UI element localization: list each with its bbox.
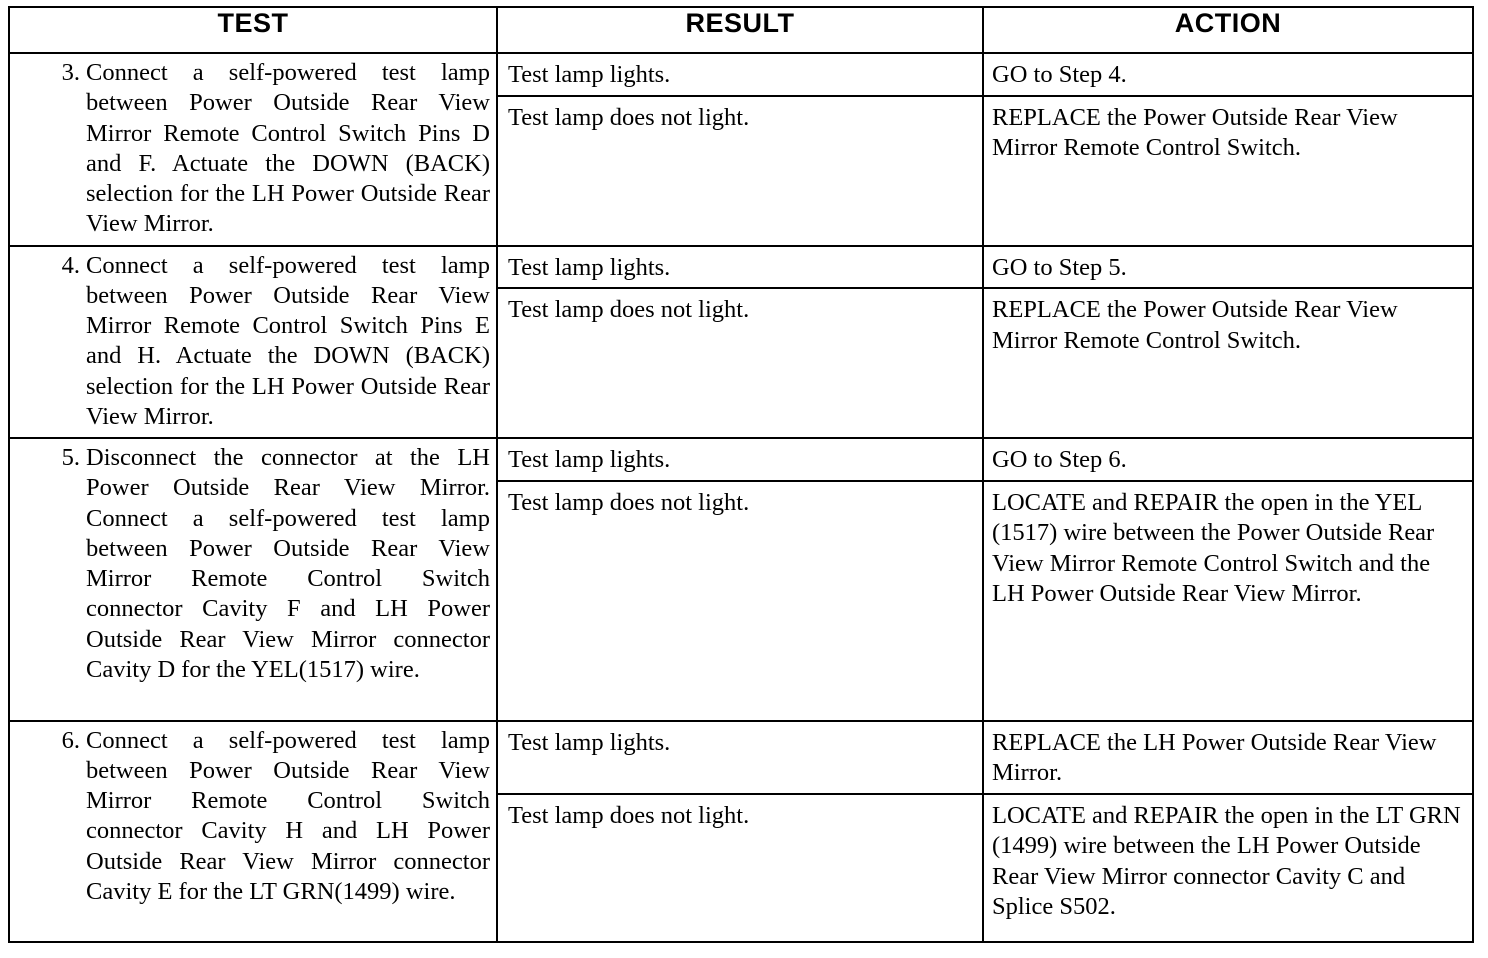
header-row (9, 7, 1473, 53)
result-cell: Test lamp lights. (497, 53, 983, 96)
action-cell: GO to Step 6. (983, 438, 1473, 481)
header-result: RESULT (497, 7, 983, 53)
table-row (9, 721, 1473, 794)
result-cell: Test lamp lights. (497, 438, 983, 481)
result-cell: Test lamp lights. (497, 246, 983, 289)
action-cell: LOCATE and REPAIR the open in the YEL (1517) wire between the Power Outside Rear View Mirror Remote Control Switch and the LH Power Outside Rear View Mirror. (983, 481, 1473, 721)
step-test-text: Connect a self-powered test lamp between Power Outside Rear View Mirror Remote Control Switch Pins D and F. Actuate the DOWN (BACK) selection for the LH Power Outside Rear View Mirror. (86, 59, 490, 238)
step-number: 6. (61, 726, 80, 754)
step-number: 5. (61, 444, 80, 471)
table-row (9, 438, 1473, 481)
step-test-text: Connect a self-powered test lamp between Power Outside Rear View Mirror Remote Control Switch Pins E and H. Actuate the DOWN (BACK) selection for the LH Power Outside Rear View Mirror. (86, 251, 490, 430)
action-cell: GO to Step 5. (983, 246, 1473, 289)
action-cell: REPLACE the LH Power Outside Rear View Mirror. (983, 721, 1473, 794)
test-cell-step-5 (9, 438, 497, 721)
step-test-text: Connect a self-powered test lamp between Power Outside Rear View Mirror Remote Control Switch connector Cavity H and LH Power Outside Rear View Mirror connector Cavity E for the LT GRN(1499) wire. (86, 726, 490, 905)
table-row (9, 246, 1473, 289)
test-cell-step-6 (9, 721, 497, 942)
result-cell: Test lamp does not light. (497, 481, 983, 721)
result-cell: Test lamp does not light. (497, 96, 983, 246)
step-test-text: Disconnect the connector at the LH Power Outside Rear View Mirror. Connect a self-powered test lamp between Power Outside Rear View Mirror Remote Control Switch connector Cavity F and LH Power Outside Rear View Mirror connector Cavity D for the YEL(1517) wire. (86, 444, 490, 684)
action-cell: REPLACE the Power Outside Rear View Mirror Remote Control Switch. (983, 96, 1473, 246)
step-number: 4. (61, 251, 80, 279)
action-cell: REPLACE the Power Outside Rear View Mirror Remote Control Switch. (983, 288, 1473, 438)
action-cell: LOCATE and REPAIR the open in the LT GRN (1499) wire between the LH Power Outside Rear View Mirror connector Cavity C and Splice S502. (983, 794, 1473, 942)
test-cell-step-3 (9, 53, 497, 246)
result-cell: Test lamp lights. (497, 721, 983, 794)
header-action: ACTION (983, 7, 1473, 53)
result-cell: Test lamp does not light. (497, 288, 983, 438)
test-cell-step-4 (9, 246, 497, 439)
result-cell: Test lamp does not light. (497, 794, 983, 942)
diagnostic-table (8, 6, 1474, 943)
table-row (9, 53, 1473, 96)
header-test: TEST (9, 7, 497, 53)
action-cell: GO to Step 4. (983, 53, 1473, 96)
step-number: 3. (61, 59, 80, 86)
